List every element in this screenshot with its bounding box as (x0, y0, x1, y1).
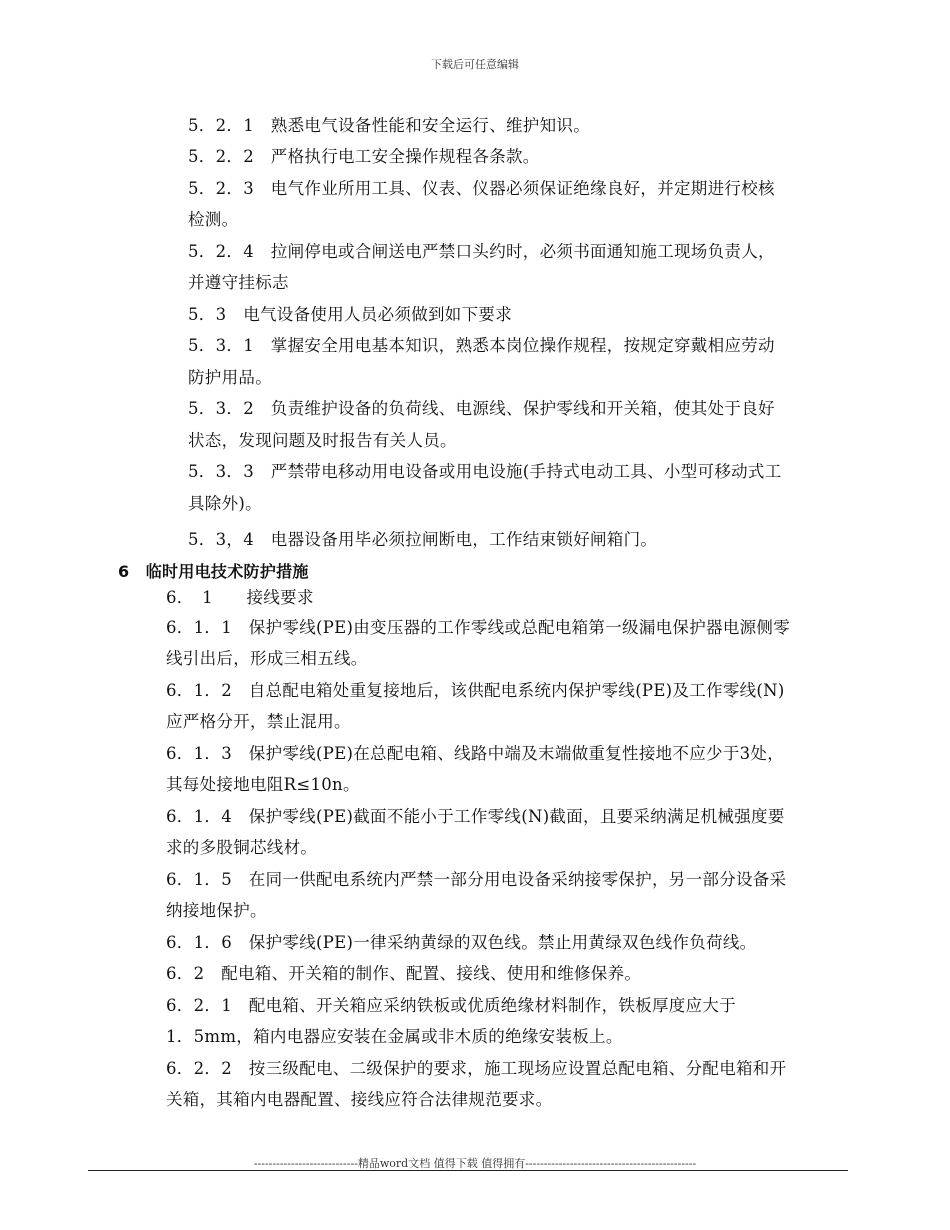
paragraph-line: 6．2．1 配电箱、开关箱应采纳铁板或优质绝缘材料制作，铁板厚度应大于 (166, 996, 736, 1015)
paragraph-line: 6．1．6 保护零线(PE)一律采纳黄绿的双色线。禁止用黄绿双色线作负荷线。 (166, 933, 757, 952)
paragraph-line: 5．2．4 拉闸停电或合闸送电严禁口头约时，必须书面通知施工现场负责人， (188, 242, 775, 261)
paragraph-line: 应严格分开，禁止混用。 (166, 712, 351, 731)
footer-divider (88, 1170, 848, 1171)
paragraph-line: 6．1．1 保护零线(PE)由变压器的工作零线或总配电箱第一级漏电保护器电源侧零 (166, 618, 791, 637)
paragraph-line: 1．5mm，箱内电器应安装在金属或非木质的绝缘安装板上。 (166, 1027, 623, 1046)
paragraph-line: 其每处接地电阻R≤10n。 (166, 775, 360, 794)
paragraph-line: 关箱，其箱内电器配置、接线应符合法律规范要求。 (166, 1090, 553, 1109)
paragraph-line: 5．3．1 掌握安全用电基本知识，熟悉本岗位操作规程，按规定穿戴相应劳动 (188, 336, 775, 355)
paragraph-line: 纳接地保护。 (166, 901, 267, 920)
paragraph-line: 6．2 配电箱、开关箱的制作、配置、接线、使用和维修保养。 (166, 964, 642, 983)
paragraph-line: 检测。 (188, 210, 239, 229)
paragraph-line: 5．2．1 熟悉电气设备性能和安全运行、维护知识。 (188, 116, 590, 135)
paragraph-line: 求的多股铜芯线材。 (166, 838, 318, 857)
page-header: 下载后可任意编辑 (431, 58, 519, 71)
paragraph-line: 6．1．3 保护零线(PE)在总配电箱、线路中端及末端做重复性接地不应少于3处， (166, 744, 785, 763)
paragraph-line: 具除外)。 (188, 494, 262, 513)
page-footer: ----------------------------精品word文档 值得下载 值得拥有---------------------------------------------- (253, 1157, 697, 1170)
paragraph-line: 5．2．3 电气作业所用工具、仪表、仪器必须保证绝缘良好，并定期进行校核 (188, 179, 775, 198)
section-heading: 6 临时用电技术防护措施 (118, 562, 309, 581)
paragraph-line: 5．3 电气设备使用人员必须做到如下要求 (188, 305, 512, 324)
paragraph-line: 6．1．4 保护零线(PE)截面不能小于工作零线(N)截面，且要采纳满足机械强度要 (166, 807, 785, 826)
paragraph-line: 防护用品。 (188, 368, 272, 387)
paragraph-line: 6．2．2 按三级配电、二级保护的要求，施工现场应设置总配电箱、分配电箱和开 (166, 1059, 787, 1078)
paragraph-line: 5．3，4 电器设备用毕必须拉闸断电，工作结束锁好闸箱门。 (188, 530, 658, 549)
paragraph-line: 5．3．2 负责维护设备的负荷线、电源线、保护零线和开关箱，使其处于良好 (188, 399, 775, 418)
paragraph-line: 6．1．2 自总配电箱处重复接地后，该供配电系统内保护零线(PE)及工作零线(N) (166, 681, 785, 700)
paragraph-line: 线引出后，形成三相五线。 (166, 649, 368, 668)
paragraph-line: 6． 1 接线要求 (166, 588, 314, 607)
paragraph-line: 并遵守挂标志 (188, 273, 289, 292)
paragraph-line: 5．3．3 严禁带电移动用电设备或用电设施(手持式电动工具、小型可移动式工 (188, 462, 782, 481)
paragraph-line: 状态，发现问题及时报告有关人员。 (188, 431, 457, 450)
paragraph-line: 5．2．2 严格执行电工安全操作规程各条款。 (188, 147, 540, 166)
paragraph-line: 6．1．5 在同一供配电系统内严禁一部分用电设备采纳接零保护，另一部分设备采 (166, 870, 787, 889)
